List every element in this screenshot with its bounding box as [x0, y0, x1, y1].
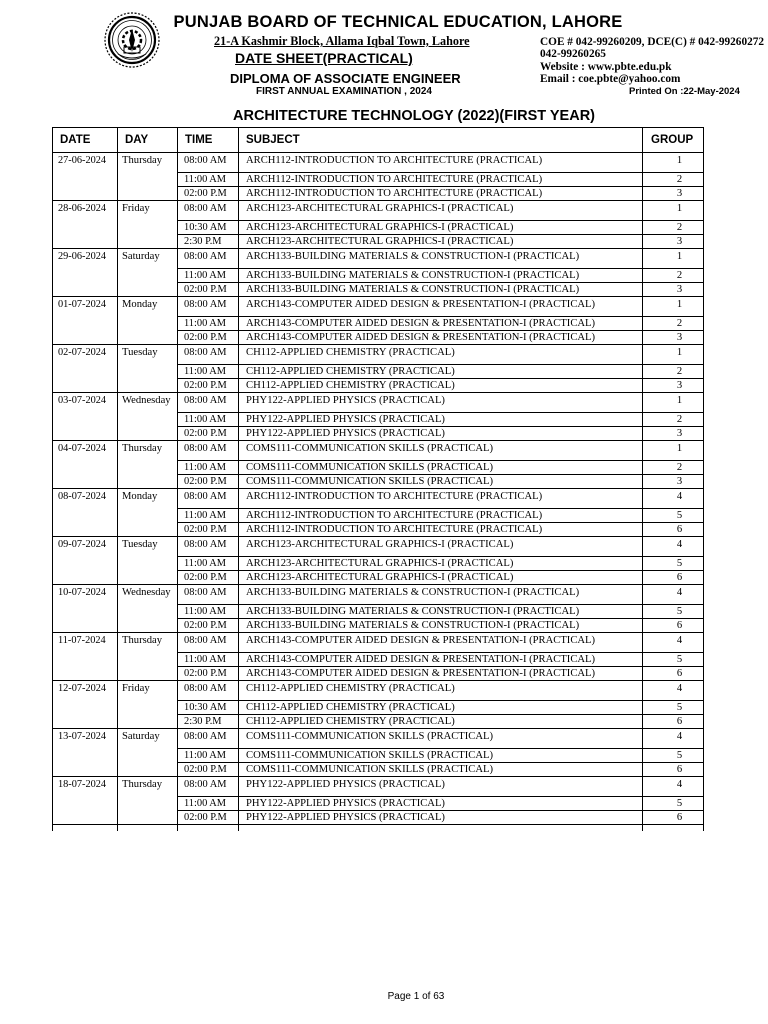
- table-row: [53, 749, 704, 763]
- board-name: PUNJAB BOARD OF TECHNICAL EDUCATION, LAHORE: [173, 13, 623, 31]
- contact-phone-extra: 042-99260265: [540, 48, 606, 61]
- cell-day: Thursday: [118, 777, 178, 797]
- cell-date: 13-07-2024: [53, 729, 118, 749]
- cell-group: 4: [643, 585, 704, 605]
- cell-day: Monday: [118, 489, 178, 509]
- cell-group: 4: [643, 777, 704, 797]
- cell-time: 10:30 AM: [178, 221, 239, 235]
- cell-subject: ARCH112-INTRODUCTION TO ARCHITECTURE (PRACTICAL): [239, 173, 643, 187]
- table-row: [53, 379, 704, 393]
- cell-subject: ARCH112-INTRODUCTION TO ARCHITECTURE (PRACTICAL): [239, 509, 643, 523]
- cell-date: [53, 571, 118, 585]
- table-row: [53, 221, 704, 235]
- cell-date: 02-07-2024: [53, 345, 118, 365]
- cell-day: [118, 667, 178, 681]
- spacer-cell: [53, 825, 118, 832]
- cell-subject: CH112-APPLIED CHEMISTRY (PRACTICAL): [239, 701, 643, 715]
- cell-subject: COMS111-COMMUNICATION SKILLS (PRACTICAL): [239, 441, 643, 461]
- cell-group: 5: [643, 653, 704, 667]
- table-row: [53, 777, 704, 797]
- cell-time: 11:00 AM: [178, 605, 239, 619]
- cell-group: 1: [643, 297, 704, 317]
- cell-time: 08:00 AM: [178, 729, 239, 749]
- board-address: 21-A Kashmir Block, Allama Iqbal Town, Lahore: [214, 34, 470, 48]
- cell-group: 5: [643, 701, 704, 715]
- cell-subject: CH112-APPLIED CHEMISTRY (PRACTICAL): [239, 365, 643, 379]
- cell-time: 11:00 AM: [178, 557, 239, 571]
- cell-date: 11-07-2024: [53, 633, 118, 653]
- cell-time: 02:00 P.M: [178, 619, 239, 633]
- cell-time: 11:00 AM: [178, 365, 239, 379]
- spacer-cell: [178, 825, 239, 832]
- table-row: [53, 653, 704, 667]
- cell-group: 1: [643, 153, 704, 173]
- cell-time: 11:00 AM: [178, 509, 239, 523]
- cell-time: 11:00 AM: [178, 269, 239, 283]
- cell-date: 01-07-2024: [53, 297, 118, 317]
- cell-date: [53, 763, 118, 777]
- cell-time: 08:00 AM: [178, 585, 239, 605]
- cell-date: [53, 797, 118, 811]
- table-row: [53, 811, 704, 825]
- cell-date: 29-06-2024: [53, 249, 118, 269]
- cell-date: 03-07-2024: [53, 393, 118, 413]
- cell-day: Wednesday: [118, 393, 178, 413]
- cell-group: 6: [643, 715, 704, 729]
- cell-group: 2: [643, 461, 704, 475]
- cell-time: 02:00 P.M: [178, 187, 239, 201]
- table-row: [53, 715, 704, 729]
- cell-day: Saturday: [118, 249, 178, 269]
- cell-time: 11:00 AM: [178, 797, 239, 811]
- cell-day: [118, 605, 178, 619]
- cell-date: [53, 653, 118, 667]
- cell-time: 02:00 P.M: [178, 379, 239, 393]
- cell-day: [118, 461, 178, 475]
- table-row: [53, 681, 704, 701]
- table-row: [53, 461, 704, 475]
- cell-day: Thursday: [118, 633, 178, 653]
- cell-time: 08:00 AM: [178, 393, 239, 413]
- cell-time: 11:00 AM: [178, 461, 239, 475]
- table-row: [53, 297, 704, 317]
- cell-group: 3: [643, 283, 704, 297]
- cell-subject: ARCH112-INTRODUCTION TO ARCHITECTURE (PRACTICAL): [239, 489, 643, 509]
- cell-day: Tuesday: [118, 537, 178, 557]
- cell-subject: COMS111-COMMUNICATION SKILLS (PRACTICAL): [239, 475, 643, 489]
- printed-on-date: Printed On :22-May-2024: [629, 86, 740, 97]
- cell-date: 04-07-2024: [53, 441, 118, 461]
- cell-day: Tuesday: [118, 345, 178, 365]
- table-row: [53, 489, 704, 509]
- cell-subject: ARCH123-ARCHITECTURAL GRAPHICS-I (PRACTICAL): [239, 221, 643, 235]
- cell-date: [53, 173, 118, 187]
- cell-group: 1: [643, 249, 704, 269]
- table-row: [53, 441, 704, 461]
- cell-group: 1: [643, 441, 704, 461]
- table-row: [53, 475, 704, 489]
- document-title: DATE SHEET(PRACTICAL): [235, 50, 413, 66]
- table-body: [53, 153, 704, 832]
- cell-day: [118, 283, 178, 297]
- table-row: [53, 365, 704, 379]
- cell-day: Wednesday: [118, 585, 178, 605]
- cell-group: 3: [643, 187, 704, 201]
- cell-day: Friday: [118, 681, 178, 701]
- date-sheet-table: [52, 127, 704, 831]
- table-row: [53, 509, 704, 523]
- cell-date: [53, 557, 118, 571]
- cell-subject: COMS111-COMMUNICATION SKILLS (PRACTICAL): [239, 729, 643, 749]
- table-row: [53, 797, 704, 811]
- cell-group: 4: [643, 681, 704, 701]
- cell-time: 08:00 AM: [178, 153, 239, 173]
- cell-date: [53, 715, 118, 729]
- cell-subject: CH112-APPLIED CHEMISTRY (PRACTICAL): [239, 681, 643, 701]
- cell-day: Friday: [118, 201, 178, 221]
- table-row: [53, 393, 704, 413]
- cell-date: [53, 475, 118, 489]
- cell-group: 6: [643, 619, 704, 633]
- cell-date: [53, 701, 118, 715]
- cell-subject: ARCH112-INTRODUCTION TO ARCHITECTURE (PRACTICAL): [239, 187, 643, 201]
- cell-day: [118, 509, 178, 523]
- spacer-cell: [239, 825, 643, 832]
- cell-date: [53, 523, 118, 537]
- cell-group: 2: [643, 317, 704, 331]
- cell-time: 02:00 P.M: [178, 475, 239, 489]
- cell-group: 5: [643, 797, 704, 811]
- cell-time: 11:00 AM: [178, 413, 239, 427]
- cell-subject: COMS111-COMMUNICATION SKILLS (PRACTICAL): [239, 461, 643, 475]
- cell-subject: ARCH133-BUILDING MATERIALS & CONSTRUCTION-I (PRACTICAL): [239, 283, 643, 297]
- cell-date: [53, 413, 118, 427]
- page-number: Page 1 of 63: [387, 991, 445, 1002]
- cell-subject: ARCH123-ARCHITECTURAL GRAPHICS-I (PRACTICAL): [239, 235, 643, 249]
- contact-website: Website : www.pbte.edu.pk: [540, 60, 672, 73]
- cell-time: 10:30 AM: [178, 701, 239, 715]
- cell-time: 02:00 P.M: [178, 283, 239, 297]
- cell-time: 02:00 P.M: [178, 667, 239, 681]
- cell-group: 5: [643, 557, 704, 571]
- diploma-title: DIPLOMA OF ASSOCIATE ENGINEER: [230, 71, 461, 86]
- cell-time: 2:30 P.M: [178, 715, 239, 729]
- cell-day: [118, 365, 178, 379]
- cell-subject: ARCH133-BUILDING MATERIALS & CONSTRUCTION-I (PRACTICAL): [239, 585, 643, 605]
- table-row: [53, 523, 704, 537]
- table-bottom-spacer: [53, 825, 704, 832]
- cell-group: 2: [643, 365, 704, 379]
- cell-time: 2:30 P.M: [178, 235, 239, 249]
- cell-group: 2: [643, 221, 704, 235]
- cell-date: [53, 187, 118, 201]
- cell-time: 08:00 AM: [178, 777, 239, 797]
- table-row: [53, 235, 704, 249]
- table-row: [53, 331, 704, 345]
- cell-group: 6: [643, 763, 704, 777]
- cell-group: 5: [643, 749, 704, 763]
- cell-subject: ARCH143-COMPUTER AIDED DESIGN & PRESENTATION-I (PRACTICAL): [239, 297, 643, 317]
- cell-date: [53, 269, 118, 283]
- table-row: [53, 283, 704, 297]
- cell-day: [118, 317, 178, 331]
- cell-time: 11:00 AM: [178, 653, 239, 667]
- cell-date: [53, 379, 118, 393]
- cell-subject: PHY122-APPLIED PHYSICS (PRACTICAL): [239, 797, 643, 811]
- table-row: [53, 427, 704, 441]
- cell-date: [53, 221, 118, 235]
- table-row: [53, 413, 704, 427]
- table-row: [53, 729, 704, 749]
- cell-day: [118, 235, 178, 249]
- cell-subject: ARCH123-ARCHITECTURAL GRAPHICS-I (PRACTICAL): [239, 537, 643, 557]
- cell-group: 4: [643, 633, 704, 653]
- table-row: [53, 701, 704, 715]
- cell-date: 08-07-2024: [53, 489, 118, 509]
- cell-subject: CH112-APPLIED CHEMISTRY (PRACTICAL): [239, 379, 643, 393]
- cell-subject: CH112-APPLIED CHEMISTRY (PRACTICAL): [239, 345, 643, 365]
- table-row: [53, 345, 704, 365]
- cell-date: [53, 283, 118, 297]
- cell-time: 08:00 AM: [178, 489, 239, 509]
- cell-group: 4: [643, 489, 704, 509]
- col-header-group: GROUP: [643, 128, 704, 153]
- exam-title: FIRST ANNUAL EXAMINATION , 2024: [256, 86, 432, 97]
- cell-time: 02:00 P.M: [178, 811, 239, 825]
- cell-day: [118, 619, 178, 633]
- cell-subject: COMS111-COMMUNICATION SKILLS (PRACTICAL): [239, 763, 643, 777]
- cell-date: [53, 461, 118, 475]
- cell-date: [53, 811, 118, 825]
- cell-subject: ARCH123-ARCHITECTURAL GRAPHICS-I (PRACTICAL): [239, 557, 643, 571]
- cell-day: [118, 811, 178, 825]
- cell-day: [118, 557, 178, 571]
- cell-date: [53, 235, 118, 249]
- col-header-date: DATE: [53, 128, 118, 153]
- cell-date: 10-07-2024: [53, 585, 118, 605]
- cell-date: [53, 619, 118, 633]
- cell-subject: PHY122-APPLIED PHYSICS (PRACTICAL): [239, 393, 643, 413]
- cell-subject: PHY122-APPLIED PHYSICS (PRACTICAL): [239, 427, 643, 441]
- cell-time: 08:00 AM: [178, 537, 239, 557]
- table-row: [53, 557, 704, 571]
- table-row: [53, 619, 704, 633]
- cell-day: Saturday: [118, 729, 178, 749]
- cell-time: 02:00 P.M: [178, 571, 239, 585]
- cell-subject: ARCH133-BUILDING MATERIALS & CONSTRUCTION-I (PRACTICAL): [239, 619, 643, 633]
- cell-date: 12-07-2024: [53, 681, 118, 701]
- cell-subject: ARCH143-COMPUTER AIDED DESIGN & PRESENTATION-I (PRACTICAL): [239, 317, 643, 331]
- table-row: [53, 605, 704, 619]
- cell-day: [118, 187, 178, 201]
- cell-time: 08:00 AM: [178, 345, 239, 365]
- cell-time: 02:00 P.M: [178, 427, 239, 441]
- cell-subject: ARCH133-BUILDING MATERIALS & CONSTRUCTION-I (PRACTICAL): [239, 249, 643, 269]
- cell-subject: CH112-APPLIED CHEMISTRY (PRACTICAL): [239, 715, 643, 729]
- cell-group: 3: [643, 475, 704, 489]
- table-row: [53, 317, 704, 331]
- cell-group: 1: [643, 201, 704, 221]
- cell-group: 3: [643, 331, 704, 345]
- cell-subject: ARCH143-COMPUTER AIDED DESIGN & PRESENTATION-I (PRACTICAL): [239, 667, 643, 681]
- contact-phones: COE # 042-99260209, DCE(C) # 042-99260272: [540, 36, 765, 48]
- cell-time: 08:00 AM: [178, 297, 239, 317]
- cell-group: 1: [643, 393, 704, 413]
- col-header-day: DAY: [118, 128, 178, 153]
- cell-day: [118, 269, 178, 283]
- cell-day: [118, 475, 178, 489]
- cell-day: [118, 749, 178, 763]
- cell-time: 08:00 AM: [178, 633, 239, 653]
- spacer-cell: [643, 825, 704, 832]
- col-header-time: TIME: [178, 128, 239, 153]
- cell-group: 4: [643, 537, 704, 557]
- cell-subject: ARCH133-BUILDING MATERIALS & CONSTRUCTION-I (PRACTICAL): [239, 269, 643, 283]
- contact-email: Email : coe.pbte@yahoo.com: [540, 73, 681, 86]
- table-row: [53, 153, 704, 173]
- cell-date: [53, 427, 118, 441]
- cell-time: 11:00 AM: [178, 317, 239, 331]
- cell-group: 6: [643, 523, 704, 537]
- table-row: [53, 763, 704, 777]
- cell-group: 5: [643, 509, 704, 523]
- table-row: [53, 585, 704, 605]
- cell-day: [118, 797, 178, 811]
- cell-day: [118, 379, 178, 393]
- cell-subject: ARCH112-INTRODUCTION TO ARCHITECTURE (PRACTICAL): [239, 523, 643, 537]
- cell-group: 4: [643, 729, 704, 749]
- spacer-cell: [118, 825, 178, 832]
- cell-day: [118, 413, 178, 427]
- cell-time: 11:00 AM: [178, 173, 239, 187]
- cell-group: 5: [643, 605, 704, 619]
- cell-subject: ARCH133-BUILDING MATERIALS & CONSTRUCTION-I (PRACTICAL): [239, 605, 643, 619]
- cell-subject: ARCH143-COMPUTER AIDED DESIGN & PRESENTATION-I (PRACTICAL): [239, 633, 643, 653]
- cell-day: Thursday: [118, 153, 178, 173]
- cell-time: 08:00 AM: [178, 201, 239, 221]
- table-row: [53, 633, 704, 653]
- cell-subject: ARCH112-INTRODUCTION TO ARCHITECTURE (PRACTICAL): [239, 153, 643, 173]
- cell-time: 02:00 P.M: [178, 331, 239, 345]
- cell-date: [53, 605, 118, 619]
- cell-time: 08:00 AM: [178, 249, 239, 269]
- cell-day: [118, 701, 178, 715]
- cell-day: [118, 221, 178, 235]
- cell-date: [53, 317, 118, 331]
- contact-info: [540, 36, 764, 86]
- cell-group: 6: [643, 811, 704, 825]
- cell-day: [118, 173, 178, 187]
- cell-time: 08:00 AM: [178, 681, 239, 701]
- cell-group: 6: [643, 571, 704, 585]
- cell-subject: ARCH123-ARCHITECTURAL GRAPHICS-I (PRACTICAL): [239, 201, 643, 221]
- cell-day: [118, 571, 178, 585]
- table-row: [53, 667, 704, 681]
- cell-day: [118, 763, 178, 777]
- cell-day: [118, 715, 178, 729]
- cell-date: [53, 509, 118, 523]
- cell-group: 3: [643, 235, 704, 249]
- cell-group: 2: [643, 269, 704, 283]
- table-row: [53, 249, 704, 269]
- cell-group: 6: [643, 667, 704, 681]
- cell-day: Monday: [118, 297, 178, 317]
- cell-date: [53, 667, 118, 681]
- cell-group: 3: [643, 379, 704, 393]
- table-row: [53, 187, 704, 201]
- cell-group: 2: [643, 413, 704, 427]
- cell-date: [53, 365, 118, 379]
- cell-group: 1: [643, 345, 704, 365]
- col-header-subject: SUBJECT: [239, 128, 643, 153]
- cell-date: 28-06-2024: [53, 201, 118, 221]
- table-row: [53, 537, 704, 557]
- cell-subject: PHY122-APPLIED PHYSICS (PRACTICAL): [239, 811, 643, 825]
- cell-group: 3: [643, 427, 704, 441]
- cell-date: [53, 331, 118, 345]
- cell-subject: ARCH123-ARCHITECTURAL GRAPHICS-I (PRACTICAL): [239, 571, 643, 585]
- cell-day: [118, 653, 178, 667]
- cell-time: 08:00 AM: [178, 441, 239, 461]
- cell-date: [53, 749, 118, 763]
- table-row: [53, 571, 704, 585]
- cell-time: 11:00 AM: [178, 749, 239, 763]
- cell-day: [118, 523, 178, 537]
- cell-time: 02:00 P.M: [178, 523, 239, 537]
- cell-group: 2: [643, 173, 704, 187]
- program-title: ARCHITECTURE TECHNOLOGY (2022)(FIRST YEAR): [233, 108, 595, 124]
- cell-date: 09-07-2024: [53, 537, 118, 557]
- cell-day: Thursday: [118, 441, 178, 461]
- cell-date: 18-07-2024: [53, 777, 118, 797]
- cell-subject: COMS111-COMMUNICATION SKILLS (PRACTICAL): [239, 749, 643, 763]
- table-row: [53, 173, 704, 187]
- cell-date: 27-06-2024: [53, 153, 118, 173]
- table-row: [53, 269, 704, 283]
- cell-day: [118, 331, 178, 345]
- table-header-row: [53, 128, 704, 153]
- cell-day: [118, 427, 178, 441]
- table-row: [53, 201, 704, 221]
- cell-time: 02:00 P.M: [178, 763, 239, 777]
- cell-subject: PHY122-APPLIED PHYSICS (PRACTICAL): [239, 777, 643, 797]
- cell-subject: PHY122-APPLIED PHYSICS (PRACTICAL): [239, 413, 643, 427]
- cell-subject: ARCH143-COMPUTER AIDED DESIGN & PRESENTATION-I (PRACTICAL): [239, 331, 643, 345]
- cell-subject: ARCH143-COMPUTER AIDED DESIGN & PRESENTATION-I (PRACTICAL): [239, 653, 643, 667]
